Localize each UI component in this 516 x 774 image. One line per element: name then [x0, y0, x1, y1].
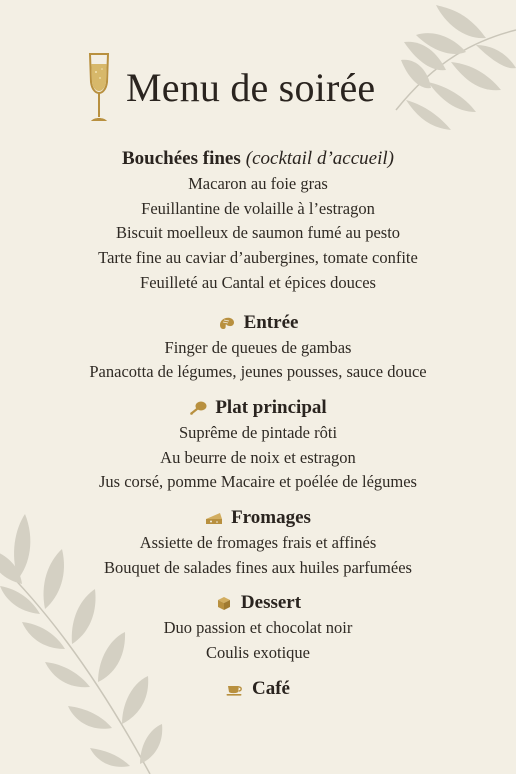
- menu-header: [86, 52, 375, 124]
- menu-item: Feuillantine de volaille à l’estragon: [141, 198, 375, 218]
- section-subtitle: (cocktail d’accueil): [245, 148, 394, 169]
- menu-body: [0, 146, 516, 702]
- menu-item: Duo passion et chocolat noir: [163, 618, 353, 638]
- section-heading: [0, 505, 516, 531]
- coffee-cup-icon: [226, 682, 244, 696]
- section-title: Dessert: [240, 592, 302, 614]
- menu-item: Finger de queues de gambas: [164, 337, 352, 357]
- section-heading: [0, 395, 516, 421]
- section-bouchees: [0, 146, 516, 296]
- section-heading: [0, 146, 516, 172]
- menu-item: Macaron au foie gras: [188, 174, 328, 193]
- section-plat-principal: [0, 395, 516, 495]
- section-dessert: [0, 590, 516, 665]
- section-heading: [0, 676, 516, 702]
- menu-item: Assiette de fromages frais et affinés: [139, 533, 377, 553]
- champagne-glass-icon: [86, 52, 112, 124]
- menu-item: Coulis exotique: [205, 643, 311, 663]
- section-title: Café: [252, 677, 290, 699]
- menu-item: Jus corsé, pomme Macaire et poélée de légumes: [99, 472, 417, 492]
- section-title: Bouchées fines: [122, 148, 241, 169]
- menu-item: Tarte fine au caviar d’aubergines, tomate confite: [98, 248, 418, 268]
- section-heading: [0, 310, 516, 336]
- menu-item: Feuilleté au Cantal et épices douces: [140, 272, 376, 292]
- section-heading: [0, 590, 516, 616]
- section-fromages: [0, 505, 516, 580]
- section-title: Entrée: [243, 311, 299, 333]
- section-title: Fromages: [231, 507, 311, 529]
- menu-item: Bouquet de salades fines aux huiles parfumées: [104, 557, 412, 577]
- cake-icon: [215, 596, 233, 610]
- menu-item: Au beurre de noix et estragon: [160, 447, 356, 467]
- section-entree: [0, 310, 516, 385]
- menu-item: Biscuit moelleux de saumon fumé au pesto: [115, 223, 401, 243]
- menu-item: Suprême de pintade rôti: [178, 422, 338, 442]
- menu-item: Panacotta de légumes, jeunes pousses, sauce douce: [89, 362, 427, 382]
- shrimp-icon: [218, 316, 236, 330]
- menu-title: Menu de soirée: [126, 65, 376, 110]
- section-title: Plat principal: [215, 396, 327, 418]
- cheese-icon: [205, 511, 223, 525]
- section-cafe: [0, 676, 516, 702]
- drumstick-icon: [189, 401, 207, 415]
